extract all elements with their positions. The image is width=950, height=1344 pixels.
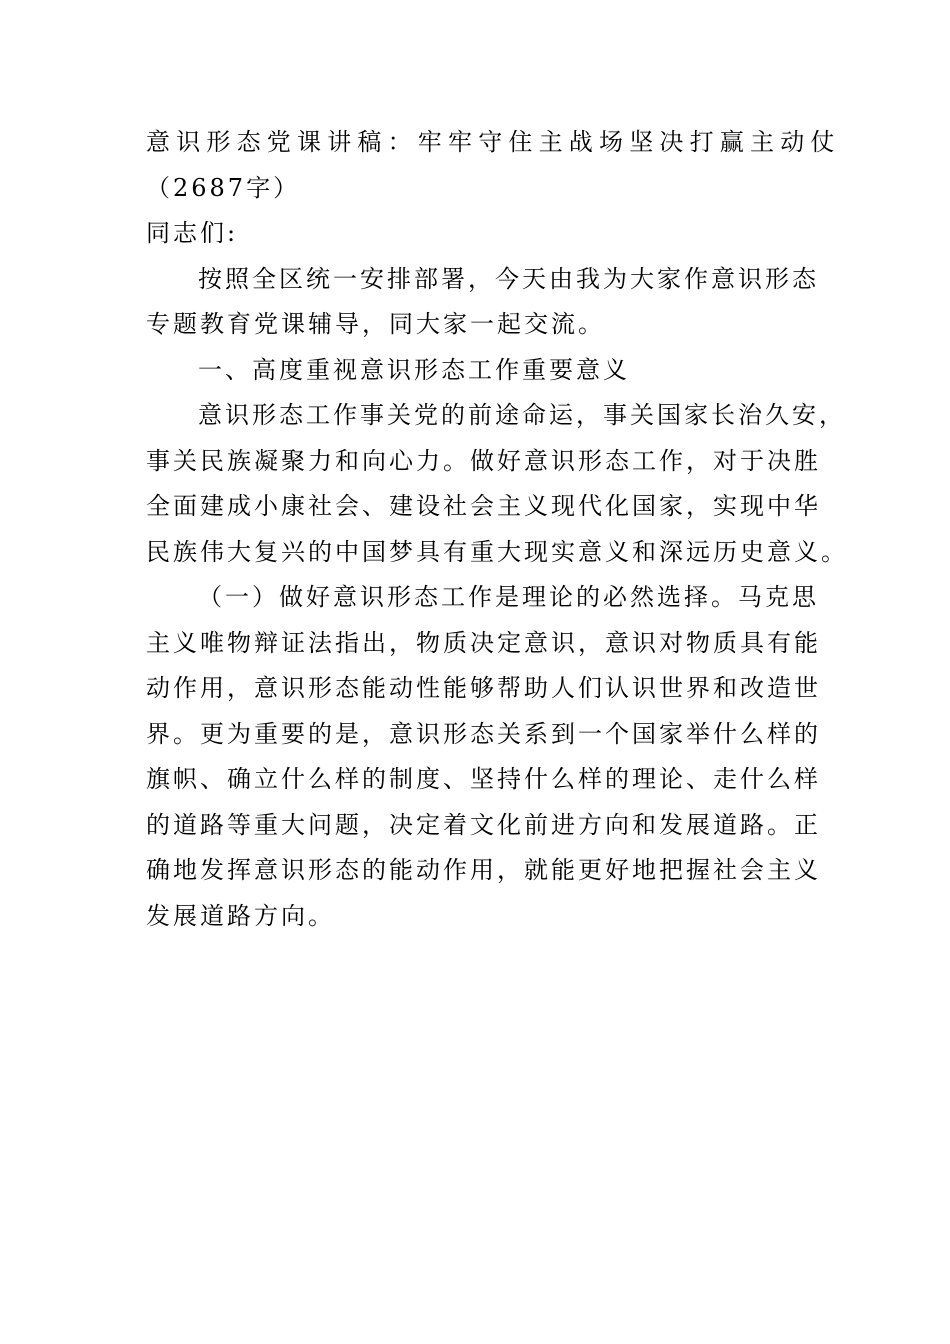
paragraph-line: （一）做好意识形态工作是理论的必然选择。马克思 (198, 583, 819, 611)
paragraph-line: 界。更为重要的是，意识形态关系到一个国家举什么样的 (146, 719, 821, 748)
paragraph-theory (146, 575, 821, 939)
paragraph-line: 专题教育党课辅导，同大家一起交流。 (146, 310, 605, 338)
paragraph-line: 意识形态工作事关党的前途命运，事关国家长治久安， (198, 401, 846, 429)
heading-line: 一、高度重视意识形态工作重要意义 (198, 355, 630, 384)
paragraph-line: 确地发挥意识形态的能动作用，就能更好地把握社会主义 (146, 856, 821, 884)
document-title (146, 120, 841, 211)
paragraph-line: 按照全区统一安排部署，今天由我为大家作意识形态 (198, 264, 819, 293)
paragraph-line: 旗帜、确立什么样的制度、坚持什么样的理论、走什么样 (146, 765, 821, 793)
paragraph-significance (146, 393, 848, 575)
section-heading (146, 348, 810, 394)
document-body (146, 120, 848, 939)
paragraph-line: 发展道路方向。 (146, 901, 335, 930)
paragraph-line: 动作用，意识形态能动性能够帮助人们认识世界和改造世 (146, 674, 821, 702)
paragraph-line: 民族伟大复兴的中国梦具有重大现实意义和深远历史意义。 (146, 537, 848, 566)
paragraph-line: 主义唯物辩证法指出，物质决定意识，意识对物质具有能 (146, 628, 821, 657)
title-line: 意识形态党课讲稿：牢牢守住主战场坚决打赢主动仗 (146, 128, 841, 156)
paragraph-line: 全面建成小康社会、建设社会主义现代化国家，实现中华 (146, 492, 821, 520)
salutation: 同志们: (146, 219, 239, 247)
title-char-count: （2687字） (146, 173, 301, 202)
paragraph-intro (146, 257, 819, 348)
paragraph-line: 事关民族凝聚力和向心力。做好意识形态工作，对于决胜 (146, 446, 821, 475)
paragraph-line: 的道路等重大问题，决定着文化前进方向和发展道路。正 (146, 810, 821, 839)
